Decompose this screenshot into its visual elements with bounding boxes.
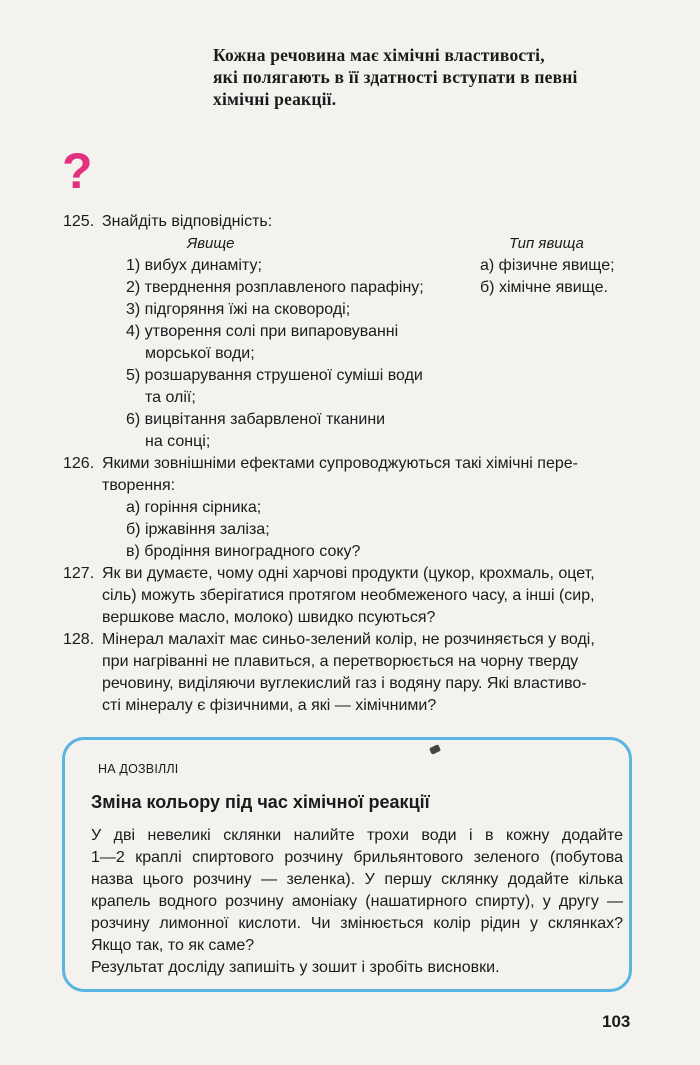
phenomenon-item: 5) розшарування струшеної суміші води — [126, 367, 423, 384]
question-number: 127. — [63, 565, 95, 582]
paragraph-line: 1—2 краплі спиртового розчину брильянтового зеленого (побутова — [91, 849, 623, 866]
question-line: вершкове масло, молоко) швидко псуються? — [102, 609, 436, 626]
phenomenon-item-cont: та олії; — [145, 389, 196, 406]
phenomenon-item-cont: морської води; — [145, 345, 255, 362]
paragraph-line: Результат досліду запишіть у зошит і зробіть висновки. — [91, 959, 500, 976]
summary-statement — [213, 44, 643, 110]
question-line: Як ви думаєте, чому одні харчові продукти (цукор, крохмаль, оцет, — [102, 565, 595, 582]
question-line: сті мінералу є фізичними, а які — хімічними? — [102, 697, 437, 714]
summary-line: які полягають в її здатності вступати в певні — [213, 67, 578, 87]
summary-line: Кожна речовина має хімічні властивості, — [213, 45, 545, 65]
question-line: сіль) можуть зберігатися протягом необмеженого часу, а інші (сир, — [102, 587, 595, 604]
phenomenon-item: 1) вибух динаміту; — [126, 257, 262, 274]
question-line: при нагріванні не плавиться, а перетворюється на чорну тверду — [102, 653, 579, 670]
paragraph-line: крапель водного розчину амоніаку (нашатирного спирту), у другу — — [91, 893, 623, 910]
leisure-paragraph-2 — [91, 957, 623, 979]
column-header-phenomenon: Явище — [187, 235, 235, 252]
paragraph-line: Якщо так, то як саме? — [91, 937, 255, 954]
phenomenon-item: 3) підгоряння їжі на сковороді; — [126, 301, 351, 318]
type-item: а) фізичне явище; — [480, 257, 615, 274]
question-line: речовину, виділяючи вуглекислий газ і водяну пару. Які властиво- — [102, 675, 587, 692]
question-number: 128. — [63, 631, 95, 648]
question-number: 125. — [63, 213, 95, 230]
question-number: 126. — [63, 455, 95, 472]
question-subitem: в) бродіння виноградного соку? — [126, 543, 361, 560]
leisure-label: НА ДОЗВІЛЛІ — [98, 762, 179, 776]
type-item: б) хімічне явище. — [480, 279, 608, 296]
question-line: творення: — [102, 477, 176, 494]
page-number: 103 — [602, 1012, 631, 1031]
paragraph-line: розчину лимонної кислоти. Чи змінюється колір рідин у склянках? — [91, 915, 623, 932]
phenomenon-item: 4) утворення солі при випаровуванні — [126, 323, 399, 340]
question-line: Мінерал малахіт має синьо-зелений колір, не розчиняється у воді, — [102, 631, 595, 648]
column-header-type: Тип явища — [509, 235, 584, 252]
question-subitem: а) горіння сірника; — [126, 499, 262, 516]
summary-line: хімічні реакції. — [213, 89, 337, 109]
paragraph-line: У дві невеликі склянки налийте трохи води і в кожну додайте — [91, 827, 623, 844]
question-prompt: Знайдіть відповідність: — [102, 213, 273, 230]
question-mark-icon: ? — [62, 143, 93, 199]
phenomenon-item: 6) вицвітання забарвленої тканини — [126, 411, 386, 428]
question-subitem: б) іржавіння заліза; — [126, 521, 270, 538]
phenomenon-item: 2) тверднення розплавленого парафіну; — [126, 279, 424, 296]
leisure-paragraph-1 — [91, 825, 623, 957]
paragraph-line: назва цього розчину — зеленка). У першу склянку додайте кілька — [91, 871, 623, 888]
leisure-title: Зміна кольору під час хімічної реакції — [91, 792, 430, 812]
question-line: Якими зовнішніми ефектами супроводжуються такі хімічні пере- — [102, 455, 578, 472]
phenomenon-item-cont: на сонці; — [145, 433, 211, 450]
